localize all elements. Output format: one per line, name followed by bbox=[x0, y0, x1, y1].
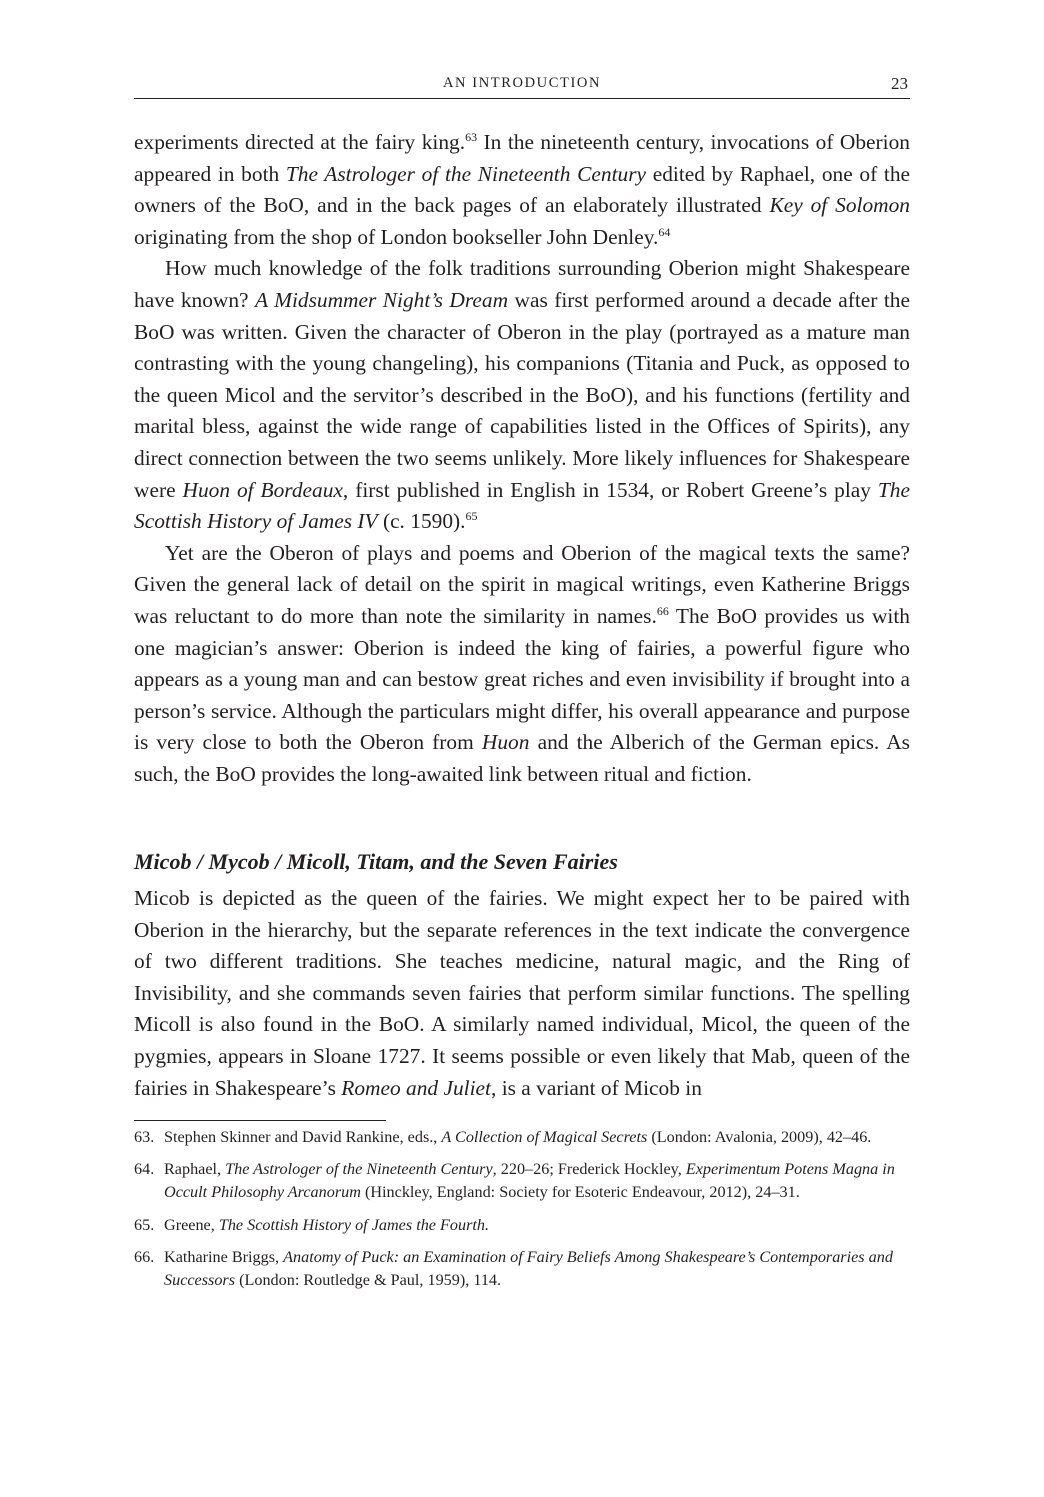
footnote-marker: 63 bbox=[465, 130, 478, 144]
text-run: and the Alberich of the German epics. As such, the BoO provides the long-awaited link between ritual and fiction. bbox=[134, 730, 910, 786]
footnote bbox=[134, 1126, 910, 1149]
text-run: Raphael, bbox=[164, 1160, 226, 1179]
text-run: experiments directed at the fairy king. bbox=[134, 130, 466, 154]
text-run: Micob is depicted as the queen of the fairies. We might expect her to be paired with Oberion in the hierarchy, but the separate references in the text indicate the convergence of two different traditions. She teaches medicine, natural magic, and the Ring of Invisibility, and she commands seven fairies that perform similar functions. The spelling Micoll is also found in the BoO. A similarly named individual, Micol, the queen of the pygmies, appears in Sloane 1727. It seems possible or even likely that Mab, queen of the fairies in Shakespeare’s bbox=[134, 886, 910, 1100]
text-run: (c. 1590). bbox=[377, 509, 466, 534]
text-run: How much knowledge of the folk traditions surrounding Oberion might Shakespeare have known? bbox=[134, 256, 910, 312]
footnote bbox=[134, 1214, 910, 1237]
text-run: edited by Raphael, one of the owners of the BoO, and in the back pages of an elaborately illustrated bbox=[134, 161, 911, 218]
italic-text: Anatomy of Puck: an Examination of Fairy Beliefs Among Shakespeare’s Contemporaries and Successors bbox=[164, 1247, 893, 1290]
italic-text: The Scottish History of James the Fourth. bbox=[218, 1215, 490, 1234]
page-number: 23 bbox=[891, 74, 908, 93]
italic-text: Huon of Bordeaux bbox=[182, 477, 343, 502]
body-text bbox=[134, 127, 910, 790]
italic-text: The Astrologer of the Nineteenth Century bbox=[225, 1160, 493, 1179]
text-run: originating from the shop of London bookseller John Denley. bbox=[134, 224, 659, 249]
italic-text: The Scottish History of James IV bbox=[134, 477, 910, 534]
text-run: Stephen Skinner and David Rankine, eds., bbox=[164, 1128, 442, 1146]
paragraph bbox=[134, 538, 910, 791]
italic-text: Romeo and Juliet bbox=[341, 1075, 491, 1100]
italic-text: Huon bbox=[481, 730, 530, 755]
footnote-number: 64. bbox=[134, 1160, 155, 1179]
text-run: Katharine Briggs, bbox=[164, 1247, 284, 1266]
footnote bbox=[134, 1246, 910, 1292]
text-run: Greene, bbox=[164, 1215, 219, 1234]
text-run: Yet are the Oberon of plays and poems and Oberion of the magical texts the same? Given the general lack of detail on the spirit in magical writings, even Katherine Briggs was reluctant to do more than note the similarity in names. bbox=[134, 540, 910, 628]
section-body bbox=[134, 883, 910, 1104]
text-run: , is a variant of Micob in bbox=[491, 1075, 702, 1100]
text-run: The BoO provides us with one magician’s answer: Oberion is indeed the king of fairies, a powerful figure who appears as a young man and can bestow great riches and even invisibility if brought into a person’s service. Although the particulars might differ, his overall appearance and purpose is very close to both the Oberon from bbox=[134, 603, 910, 755]
text-run: , first published in English in 1534, or Robert Greene’s play bbox=[342, 477, 878, 502]
footnote-marker: 66 bbox=[656, 603, 669, 618]
footnote-number: 66. bbox=[134, 1247, 155, 1266]
footnote-marker: 65 bbox=[465, 509, 478, 524]
paragraph bbox=[134, 883, 910, 1104]
paragraph bbox=[134, 127, 910, 253]
italic-text: A Midsummer Night’s Dream bbox=[255, 287, 509, 312]
text-run: , 220–26; Frederick Hockley, bbox=[492, 1160, 686, 1179]
text-run: (London: Routledge & Paul, 1959), 114. bbox=[235, 1271, 502, 1290]
running-head-title: AN INTRODUCTION bbox=[442, 75, 602, 91]
footnote-text bbox=[164, 1214, 910, 1237]
footnote-number: 65. bbox=[134, 1215, 155, 1234]
footnote bbox=[134, 1158, 910, 1204]
footnote-text bbox=[164, 1246, 910, 1292]
italic-text: Key of Solomon bbox=[769, 193, 910, 218]
footnote-text bbox=[164, 1126, 910, 1149]
footnote-number: 63. bbox=[134, 1128, 155, 1146]
section-heading: Micob / Mycob / Micoll, Titam, and the Seven Fairies bbox=[134, 849, 618, 874]
italic-text: A Collection of Magical Secrets bbox=[441, 1128, 648, 1146]
footnote-text bbox=[164, 1158, 910, 1204]
footnotes bbox=[134, 1126, 910, 1301]
footnote-rule bbox=[134, 1120, 386, 1121]
text-run: (Hinckley, England: Society for Esoteric Endeavour, 2012), 24–31. bbox=[360, 1183, 800, 1202]
italic-text: The Astrologer of the Nineteenth Century bbox=[285, 161, 647, 186]
paragraph bbox=[134, 253, 910, 537]
running-head bbox=[134, 70, 910, 99]
text-run: In the nineteenth century, invocations of Oberion appeared in both bbox=[134, 130, 910, 186]
text-run: was first performed around a decade after the BoO was written. Given the character of Oberon in the play (portrayed as a mature man contrasting with the young changeling), his companions (Titania and Puck, as opposed to the queen Micol and the servitor’s described in the BoO), and his functions (fertility and marital bless, against the wide range of capabilities listed in the Offices of Spirits), any direct connection between the two seems unlikely. More likely influences for Shakespeare were bbox=[134, 287, 910, 502]
italic-text: Experimentum Potens Magna in Occult Philosophy Arcanorum bbox=[164, 1160, 895, 1202]
text-run: (London: Avalonia, 2009), 42–46. bbox=[647, 1128, 872, 1146]
footnote-marker: 64 bbox=[658, 224, 671, 239]
